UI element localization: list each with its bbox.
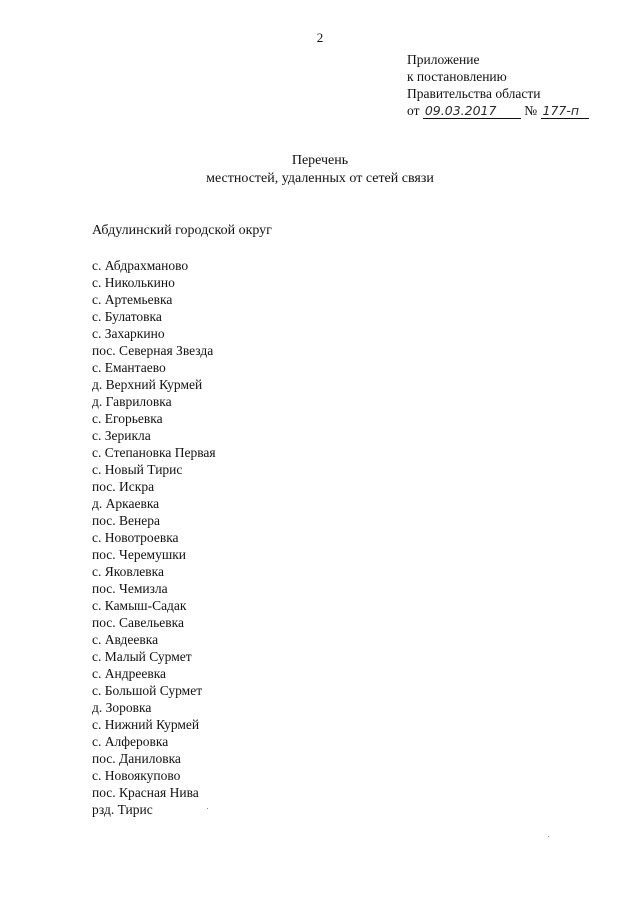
district-heading: Абдулинский городской округ [92,223,272,238]
list-item: с. Николькино [92,275,175,290]
list-item: пос. Красная Нива [92,785,199,800]
list-item: пос. Даниловка [92,751,181,766]
list-item: с. Камыш-Садак [92,598,187,613]
list-item: с. Егорьевка [92,411,163,426]
list-item: с. Емантаево [92,360,166,375]
appendix-line: Правительства области [407,86,541,101]
appendix-date-line [407,102,589,119]
appendix-line: к постановлению [407,69,507,84]
handwritten-number: 177-п [541,104,589,119]
list-item: с. Малый Сурмет [92,649,192,664]
list-item: пос. Черемушки [92,547,187,562]
scan-speck [548,836,549,837]
list-item: с. Артемьевка [92,292,173,307]
list-item: с. Новоякупово [92,768,181,783]
date-prefix: от [407,103,420,118]
appendix-line: Приложение [407,52,480,67]
list-item: пос. Савельевка [92,615,184,630]
list-item: с. Яковлевка [92,564,165,579]
list-item: с. Новотроевка [92,530,179,545]
scan-speck [207,808,208,809]
list-item: с. Большой Сурмет [92,683,203,698]
title-line: Перечень [291,153,349,168]
list-item: с. Авдеевка [92,632,159,647]
list-item: д. Зоровка [92,700,152,715]
list-item: д. Аркаевка [92,496,160,511]
appendix-header [407,51,589,119]
number-sign: № [524,103,538,118]
list-item: с. Зерикла [92,428,151,443]
handwritten-date: 09.03.2017 [423,104,521,119]
list-item: рзд. Тирис [92,802,153,817]
list-item: с. Абдрахманово [92,258,189,273]
list-item: с. Новый Тирис [92,462,183,477]
list-item: пос. Венера [92,513,161,528]
list-item: с. Нижний Курмей [92,717,200,732]
list-item: пос. Чемизла [92,581,168,596]
list-item: пос. Северная Звезда [92,343,214,358]
list-item: с. Алферовка [92,734,169,749]
page-number: 2 [316,30,324,45]
list-item: с. Андреевка [92,666,167,681]
list-item: пос. Искра [92,479,155,494]
list-item: с. Степановка Первая [92,445,216,460]
list-item: с. Захаркино [92,326,165,341]
list-item: с. Булатовка [92,309,162,324]
document-title [0,152,640,188]
places-list [92,257,216,818]
list-item: д. Гавриловка [92,394,172,409]
list-item: д. Верхний Курмей [92,377,203,392]
title-line: местностей, удаленных от сетей связи [206,171,434,186]
